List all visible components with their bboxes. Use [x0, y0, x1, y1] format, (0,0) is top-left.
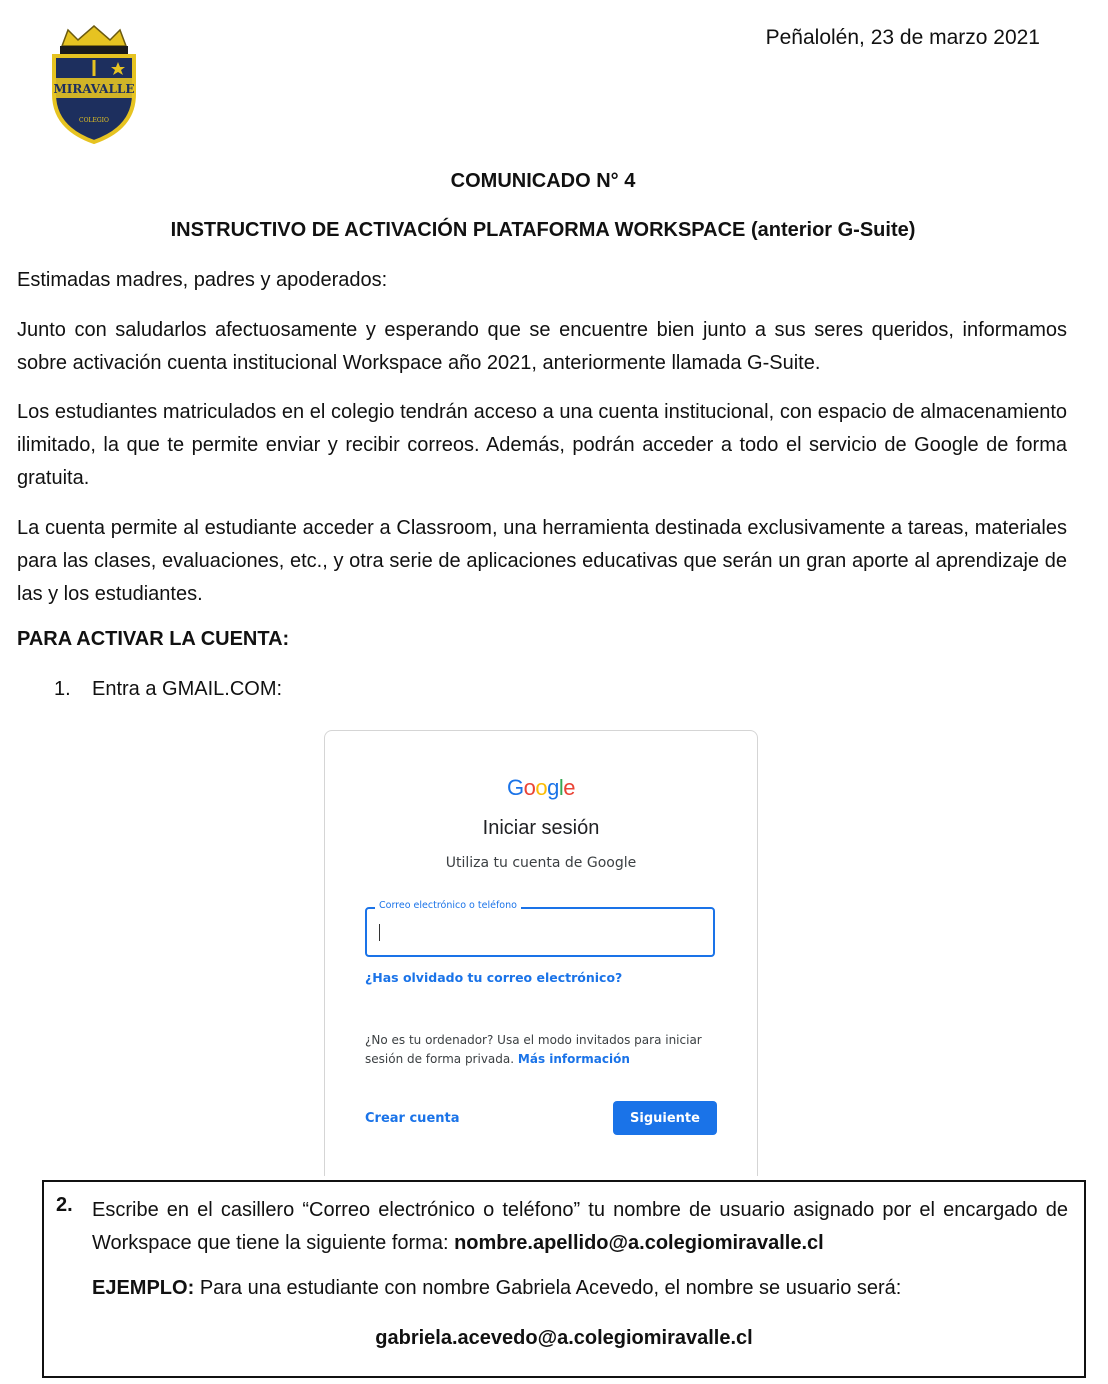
- example-label: EJEMPLO:: [92, 1277, 195, 1299]
- example-email: gabriela.acevedo@a.colegiomiravalle.cl: [375, 1327, 753, 1349]
- guest-mode-hint: [365, 1031, 715, 1069]
- signin-subtitle: Utiliza tu cuenta de Google: [445, 855, 637, 871]
- document-date: Peñalolén, 23 de marzo 2021: [765, 26, 1040, 49]
- more-info-link[interactable]: Más información: [517, 1052, 630, 1066]
- step-2-text: [92, 1194, 1068, 1260]
- step-2-number: 2.: [56, 1194, 73, 1216]
- logo-text: MIRAVALLE: [53, 82, 135, 96]
- school-crest-logo: [48, 24, 140, 144]
- email-or-phone-field[interactable]: [365, 900, 715, 957]
- step-1-number: 1.: [54, 678, 71, 700]
- section-title: PARA ACTIVAR LA CUENTA:: [17, 628, 290, 650]
- instructivo-title: INSTRUCTIVO DE ACTIVACIÓN PLATAFORMA WORKSPACE (anterior G-Suite): [170, 219, 916, 241]
- logo-subtext: COLEGIO: [79, 117, 109, 124]
- paragraph-account: Los estudiantes matriculados en el colegio tendrán acceso a una cuenta institucional, con espacio de almacenamiento ilimitado, la que te permite enviar y recibir correos. Además, podrán acceder a todo el servicio de Google de forma gratuita.: [17, 401, 1067, 489]
- email-field-label: Correo electrónico o teléfono: [375, 900, 521, 911]
- google-logo: Google: [506, 775, 575, 800]
- next-button[interactable]: Siguiente: [613, 1101, 717, 1135]
- paragraph-classroom: La cuenta permite al estudiante acceder a Classroom, una herramienta destinada exclusivamente a tareas, materiales para las clases, evaluaciones, etc., y otra serie de aplicaciones educativas que serán un gran aporte al aprendizaje de las y los estudiantes.: [17, 517, 1067, 605]
- step-2-instruction: Escribe en el casillero “Correo electrónico o teléfono” tu nombre de usuario asignado por el encargado de Workspace que tiene la siguiente forma:: [92, 1199, 1068, 1254]
- paragraph-intro: Junto con saludarlos afectuosamente y esperando que se encuentre bien junto a sus seres queridos, informamos sobre activación cuenta institucional Workspace año 2021, anteriormente llamada G-Suite.: [17, 319, 1067, 374]
- example-line: [92, 1277, 901, 1300]
- username-format: nombre.apellido@a.colegiomiravalle.cl: [454, 1232, 824, 1254]
- google-signin-card: [324, 730, 758, 1176]
- greeting: Estimadas madres, padres y apoderados:: [17, 269, 388, 291]
- forgot-email-link[interactable]: ¿Has olvidado tu correo electrónico?: [365, 970, 623, 985]
- step-1-text: Entra a GMAIL.COM:: [92, 678, 283, 700]
- text-caret: [379, 924, 380, 941]
- comunicado-title: COMUNICADO N° 4: [450, 170, 636, 192]
- create-account-link[interactable]: Crear cuenta: [365, 1111, 460, 1126]
- step-2-box: [42, 1180, 1086, 1378]
- step-1: [54, 678, 282, 701]
- guest-mode-hint-text: ¿No es tu ordenador? Usa el modo invitados para iniciar sesión de forma privada.: [365, 1033, 702, 1066]
- signin-title: Iniciar sesión: [482, 817, 600, 839]
- example-text: Para una estudiante con nombre Gabriela Acevedo, el nombre se usuario será:: [199, 1277, 902, 1299]
